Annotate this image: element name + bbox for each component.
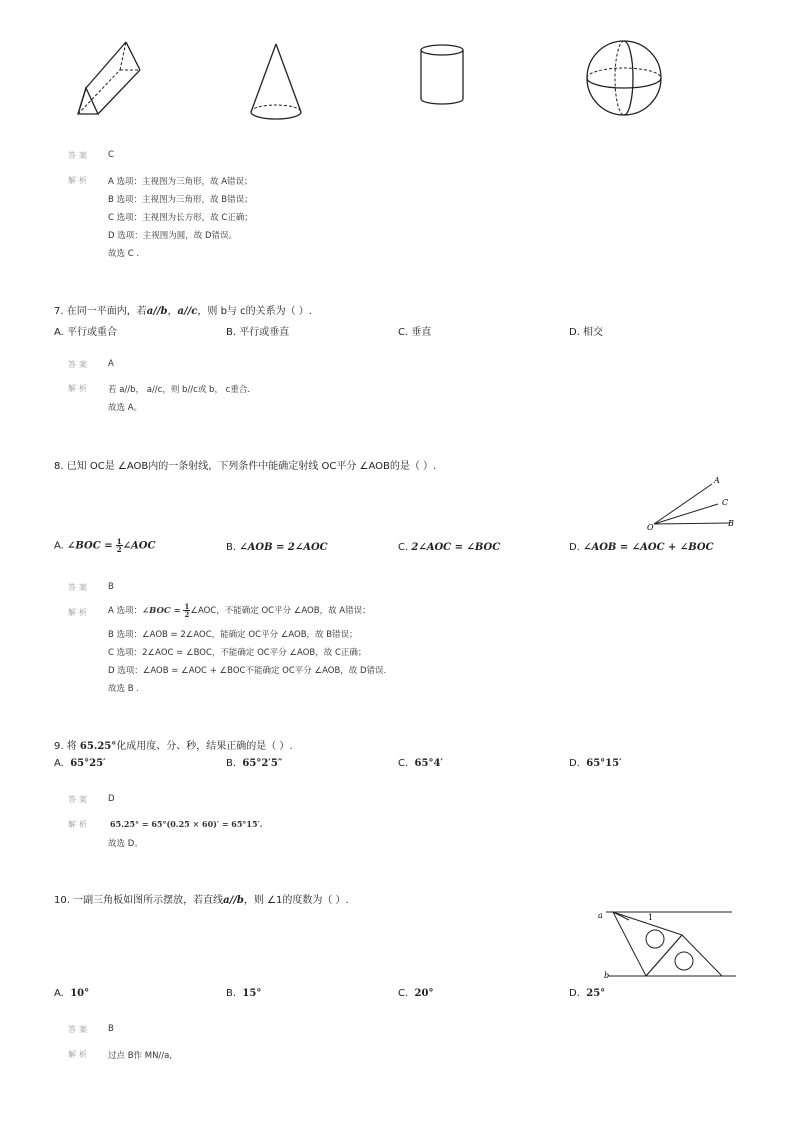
math-expr: 65°4′: [414, 758, 444, 769]
analysis-line: A 选项：主视图为三角形，故 A错误；: [108, 177, 253, 187]
option-letter: A.: [54, 540, 64, 552]
option-a[interactable]: [54, 988, 89, 999]
option-letter: B.: [226, 988, 237, 999]
stem-text: 10. 一副三角板如图所示摆放，若直线: [54, 895, 224, 906]
option-letter: D.: [569, 542, 580, 553]
analysis-text: ∠AOC，不能确定 OC平分 ∠AOB，故 A错误；: [190, 606, 371, 616]
analysis-line: 故选 A。: [108, 403, 143, 413]
cylinder-figure: [420, 42, 470, 112]
answer-value: D: [108, 794, 115, 804]
option-d[interactable]: [569, 542, 714, 553]
option-a[interactable]: [54, 758, 106, 769]
label-line-b: b: [604, 971, 610, 980]
math-expr: 65°25′: [70, 758, 106, 769]
answer-value: B: [108, 582, 114, 592]
stem-text: 7. 在同一平面内，若: [54, 306, 147, 317]
analysis-line: [108, 603, 371, 618]
math-expr: a//c: [177, 306, 198, 317]
math-expr: ∠AOC: [122, 540, 156, 552]
fraction-den: 2: [184, 610, 190, 619]
option-letter: B.: [226, 758, 237, 769]
option-letter: D.: [569, 988, 580, 999]
answer-value: A: [108, 359, 114, 369]
option-b[interactable]: [226, 542, 328, 553]
math-expr: a//b: [223, 895, 244, 906]
analysis-line: C 选项：2∠AOC = ∠BOC，不能确定 OC平分 ∠AOB，故 C正确；: [108, 648, 367, 658]
math-expr: ∠AOB = ∠AOC + ∠BOC: [583, 542, 714, 553]
triangular-prism-figure: [74, 38, 154, 118]
math-expr: 65°2′5″: [242, 758, 283, 769]
answer-tag: 答案: [68, 795, 90, 804]
math-expr: ∠BOC =: [67, 540, 113, 552]
label-b: B: [728, 519, 734, 528]
option-d[interactable]: [569, 988, 605, 999]
option-a[interactable]: [54, 538, 155, 553]
analysis-tag: 解析: [68, 820, 90, 829]
stem-text: ，则 ∠1的度数为（ ）.: [243, 895, 349, 906]
analysis-tag: 解析: [68, 384, 90, 393]
analysis-line: C 选项：主视图为长方形，故 C正确；: [108, 213, 253, 223]
label-o: O: [647, 523, 654, 532]
analysis-line: 故选 B .: [108, 684, 139, 694]
fraction-den: 2: [116, 545, 122, 554]
label-a: A: [714, 476, 720, 485]
analysis-line: 过点 B作 MN//a,: [108, 1051, 173, 1061]
math-expr: 10°: [70, 988, 90, 999]
option-letter: C.: [398, 542, 409, 553]
option-c[interactable]: [398, 988, 433, 999]
question-stem: [54, 737, 293, 752]
analysis-tag: 解析: [68, 176, 90, 185]
stem-text: ，则 b与 c的关系为（ ）.: [197, 306, 312, 317]
answer-value: B: [108, 1024, 114, 1034]
math-expr: 2∠AOC = ∠BOC: [411, 542, 501, 553]
fraction-num: 1: [184, 602, 190, 611]
fraction: [116, 538, 123, 553]
answer-tag: 答案: [68, 151, 90, 160]
math-expr: 25°: [586, 988, 606, 999]
analysis-line: B 选项：∠AOB = 2∠AOC，能确定 OC平分 ∠AOB，故 B错误；: [108, 630, 358, 640]
option-letter: C.: [398, 758, 409, 769]
analysis-line: 故选 D。: [108, 839, 143, 849]
option-b[interactable]: B. 平行或垂直: [226, 327, 290, 338]
option-letter: A.: [54, 758, 64, 769]
option-letter: D.: [569, 758, 580, 769]
question-stem: 8. 已知 OC是 ∠AOB内的一条射线，下列条件中能确定射线 OC平分 ∠AOB的是（ ）.: [54, 461, 437, 472]
option-letter: B.: [226, 542, 237, 553]
math-expr: 65.25°: [79, 741, 117, 752]
stem-text: ，: [167, 306, 178, 317]
math-expr: 20°: [414, 988, 434, 999]
answer-tag: 答案: [68, 360, 90, 369]
analysis-line: 若 a//b， a//c，则 b//c或 b， c重合.: [108, 385, 251, 395]
answer-value: C: [108, 150, 114, 160]
math-expr: ∠AOB = 2∠AOC: [239, 542, 328, 553]
option-d[interactable]: [569, 758, 622, 769]
option-c[interactable]: [398, 542, 500, 553]
option-b[interactable]: [226, 988, 261, 999]
analysis-text: A 选项：: [108, 606, 143, 616]
stem-text: 化成用度、分、秒，结果正确的是（ ）.: [116, 741, 293, 752]
answer-tag: 答案: [68, 583, 90, 592]
math-expr: 65°15′: [586, 758, 622, 769]
label-line-a: a: [598, 911, 603, 920]
question-stem: [54, 302, 312, 317]
option-d[interactable]: D. 相交: [569, 327, 604, 338]
question-stem: [54, 891, 349, 906]
math-expr: ∠BOC =: [142, 606, 181, 616]
analysis-line: D 选项：主视图为圆，故 D错误。: [108, 231, 237, 241]
analysis-line: D 选项：∠AOB = ∠AOC + ∠BOC不能确定 OC平分 ∠AOB，故 D错误.: [108, 666, 387, 676]
math-expr: a//b: [146, 306, 168, 317]
analysis-tag: 解析: [68, 608, 90, 617]
label-angle-1: 1: [648, 913, 654, 922]
analysis-line: 故选 C .: [108, 249, 140, 259]
analysis-line: 65.25° = 65°(0.25 × 60)′ = 65°15′.: [110, 819, 263, 829]
fraction-num: 1: [116, 537, 122, 546]
option-letter: C.: [398, 988, 409, 999]
option-a[interactable]: A. 平行或重合: [54, 327, 118, 338]
option-letter: A.: [54, 988, 64, 999]
answer-tag: 答案: [68, 1025, 90, 1034]
option-b[interactable]: [226, 758, 282, 769]
analysis-line: B 选项：主视图为三角形，故 B错误；: [108, 195, 253, 205]
math-expr: 15°: [242, 988, 262, 999]
option-c[interactable]: [398, 758, 443, 769]
label-c: C: [722, 498, 729, 507]
stem-text: 9. 将: [54, 741, 77, 752]
analysis-tag: 解析: [68, 1050, 90, 1059]
sphere-figure: [584, 38, 668, 122]
cone-figure: [248, 42, 308, 124]
angle-aob-figure: [646, 474, 746, 534]
triangle-board-figure: [596, 905, 746, 985]
option-c[interactable]: C. 垂直: [398, 327, 432, 338]
